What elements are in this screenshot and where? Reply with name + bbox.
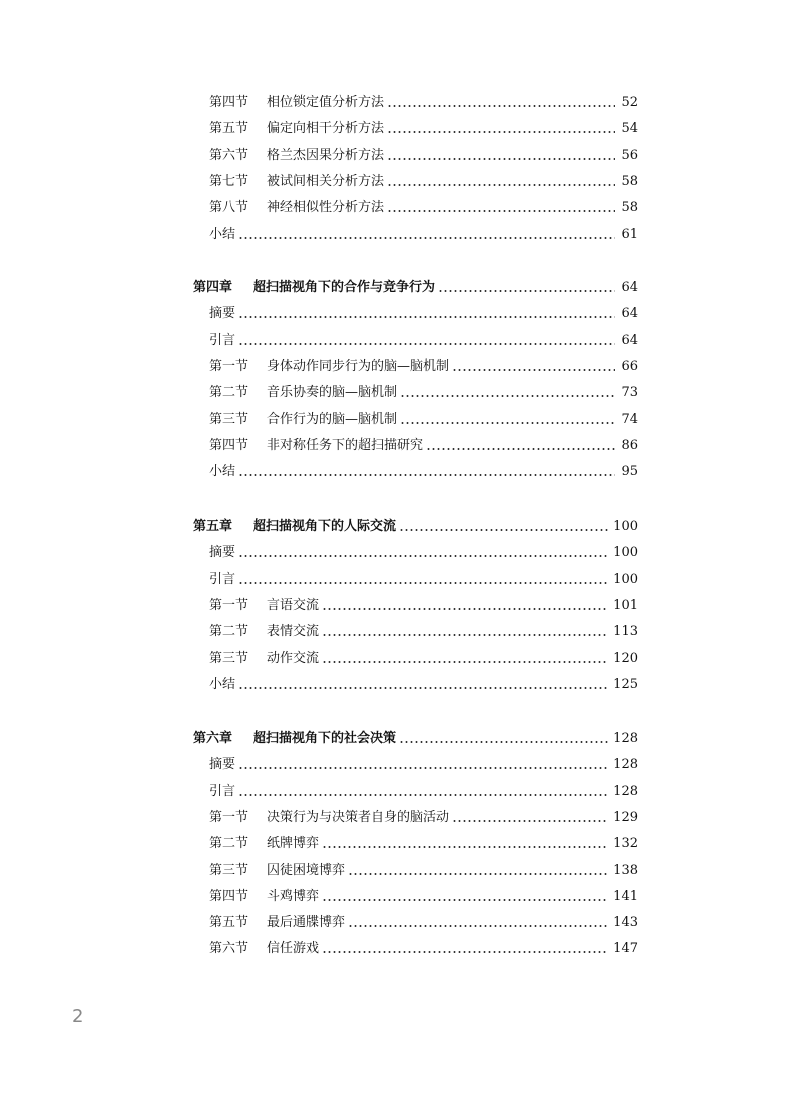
toc-entry-title: 引言 <box>209 571 236 587</box>
toc-entry-leader-dots <box>387 105 615 107</box>
toc-entry-leader-dots <box>387 131 615 133</box>
toc-entry-page: 100 <box>613 545 638 561</box>
toc-entry-page: 58 <box>621 173 638 189</box>
toc-entry-page: 61 <box>621 226 638 242</box>
toc-entry <box>209 118 638 140</box>
toc-entry-page: 141 <box>613 888 638 904</box>
toc-entry-leader-dots <box>322 951 608 953</box>
toc-entry-title: 言语交流 <box>267 597 320 613</box>
chapter-heading-leader-dots <box>399 529 608 531</box>
toc-entry-title: 身体动作同步行为的脑—脑机制 <box>267 358 450 374</box>
toc-entry-page: 58 <box>621 200 638 216</box>
toc-entry-title: 被试间相关分析方法 <box>267 173 385 189</box>
chapter-heading <box>193 516 638 538</box>
toc-entry-title: 纸牌博弈 <box>267 836 320 852</box>
chapter-heading-number: 第四章 <box>193 280 233 295</box>
toc-entry-title: 引言 <box>209 332 236 348</box>
toc-entry-page: 125 <box>613 676 638 692</box>
toc-entry-page: 64 <box>621 306 638 322</box>
toc-entry-leader-dots <box>238 794 608 796</box>
toc-entry-leader-dots <box>400 422 615 424</box>
chapter-heading-page: 128 <box>613 731 638 746</box>
chapter-heading <box>193 277 638 299</box>
toc-entry-leader-dots <box>452 820 608 822</box>
toc-entry-number: 第二节 <box>209 836 249 852</box>
toc-entry-title: 音乐协奏的脑—脑机制 <box>267 385 398 401</box>
toc-entry-number: 第一节 <box>209 358 249 374</box>
toc-entry-leader-dots <box>238 687 608 689</box>
toc-entry-page: 56 <box>621 147 638 163</box>
toc-entry-title: 格兰杰因果分析方法 <box>267 147 385 163</box>
toc-entry-leader-dots <box>322 608 608 610</box>
toc-entry-page: 129 <box>613 809 638 825</box>
toc-entry-leader-dots <box>387 158 615 160</box>
toc-entry <box>209 595 638 617</box>
toc-entry <box>209 409 638 431</box>
toc-entry-title: 表情交流 <box>267 624 320 640</box>
toc-entry-number: 第一节 <box>209 809 249 825</box>
toc-entry-leader-dots <box>322 634 608 636</box>
toc-entry-page: 143 <box>613 915 638 931</box>
toc-entry-number: 第四节 <box>209 437 249 453</box>
toc-entry <box>209 860 638 882</box>
toc-entry-leader-dots <box>348 873 608 875</box>
toc-entry <box>209 754 638 776</box>
toc-entry-title: 决策行为与决策者自身的脑活动 <box>267 809 450 825</box>
toc-entry-page: 52 <box>621 95 638 110</box>
toc-entry <box>209 886 638 908</box>
toc-entry-number: 第二节 <box>209 624 249 640</box>
toc-entry <box>209 197 638 219</box>
toc-entry-leader-dots <box>238 555 608 557</box>
toc-entry <box>209 356 638 378</box>
toc-entry-number: 第五节 <box>209 915 249 931</box>
toc-entry-title: 信任游戏 <box>267 941 320 957</box>
toc-entry-number: 第六节 <box>209 147 249 163</box>
toc-entry-title: 合作行为的脑—脑机制 <box>267 411 398 427</box>
toc-entry-page: 74 <box>621 411 638 427</box>
toc-entry <box>209 621 638 643</box>
toc-entry-title: 偏定向相干分析方法 <box>267 121 385 137</box>
toc-entry <box>209 833 638 855</box>
toc-entry-leader-dots <box>238 343 615 345</box>
toc-entry-title: 小结 <box>209 676 236 692</box>
toc-entry-number: 第四节 <box>209 888 249 904</box>
toc-entry-title: 非对称任务下的超扫描研究 <box>267 437 424 453</box>
toc-entry-leader-dots <box>322 661 608 663</box>
toc-entry-leader-dots <box>238 474 615 476</box>
toc-entry-leader-dots <box>452 369 615 371</box>
chapter-heading-leader-dots <box>438 290 615 292</box>
toc-entry-leader-dots <box>238 582 608 584</box>
toc-entry <box>209 330 638 352</box>
toc-entry-number: 第四节 <box>209 95 249 110</box>
chapter-heading-page: 100 <box>613 519 638 534</box>
toc-entry <box>209 461 638 483</box>
toc-entry-number: 第二节 <box>209 385 249 401</box>
toc-entry-title: 神经相似性分析方法 <box>267 200 385 216</box>
toc-entry-page: 100 <box>613 571 638 587</box>
toc-entry-title: 斗鸡博弈 <box>267 888 320 904</box>
toc-entry-page: 128 <box>613 783 638 799</box>
toc-entry <box>209 648 638 670</box>
toc-entry-number: 第七节 <box>209 173 249 189</box>
chapter-heading-title: 超扫描视角下的社会决策 <box>253 731 397 746</box>
toc-entry <box>209 542 638 564</box>
toc-entry-title: 囚徒困境博弈 <box>267 862 346 878</box>
toc-entry <box>209 303 638 325</box>
toc-entry-page: 113 <box>613 624 638 640</box>
chapter-heading-number: 第六章 <box>193 731 233 746</box>
toc-entry <box>209 569 638 591</box>
toc-entry-page: 95 <box>621 464 638 480</box>
toc-entry <box>209 938 638 960</box>
toc-entry-number: 第一节 <box>209 597 249 613</box>
toc-entry <box>209 674 638 696</box>
toc-entry <box>209 781 638 803</box>
toc-entry <box>209 435 638 457</box>
toc-entry-leader-dots <box>322 899 608 901</box>
toc-entry-leader-dots <box>238 237 615 239</box>
toc-entry <box>209 171 638 193</box>
toc-entry-number: 第三节 <box>209 411 249 427</box>
chapter-heading-leader-dots <box>399 741 608 743</box>
toc-entry-title: 相位锁定值分析方法 <box>267 95 385 110</box>
toc-entry-leader-dots <box>387 210 615 212</box>
chapter-heading <box>193 728 638 750</box>
toc-entry-leader-dots <box>238 316 615 318</box>
toc-entry-leader-dots <box>426 448 615 450</box>
toc-entry-title: 摘要 <box>209 306 236 322</box>
chapter-heading-page: 64 <box>621 280 638 295</box>
toc-entry-page: 66 <box>621 358 638 374</box>
toc-entry-page: 138 <box>613 862 638 878</box>
toc-entry-title: 动作交流 <box>267 650 320 666</box>
toc-entry-leader-dots <box>387 184 615 186</box>
toc-entry-title: 最后通牒博弈 <box>267 915 346 931</box>
toc-entry-title: 摘要 <box>209 545 236 561</box>
toc-entry-title: 摘要 <box>209 757 236 773</box>
toc-entry-page: 128 <box>613 757 638 773</box>
toc-entry-title: 小结 <box>209 464 236 480</box>
toc-entry-page: 54 <box>621 121 638 137</box>
chapter-heading-number: 第五章 <box>193 519 233 534</box>
toc-entry-page: 73 <box>621 385 638 401</box>
toc-entry-page: 120 <box>613 650 638 666</box>
toc-entry-number: 第三节 <box>209 650 249 666</box>
toc-entry-number: 第五节 <box>209 121 249 137</box>
chapter-heading-title: 超扫描视角下的人际交流 <box>253 519 397 534</box>
toc-entry <box>209 807 638 829</box>
toc-entry-leader-dots <box>238 767 608 769</box>
toc-entry-number: 第六节 <box>209 941 249 957</box>
chapter-heading-title: 超扫描视角下的合作与竞争行为 <box>253 280 436 295</box>
toc-entry-leader-dots <box>322 846 608 848</box>
toc-entry-leader-dots <box>348 925 608 927</box>
toc-entry-title: 小结 <box>209 226 236 242</box>
toc-entry-leader-dots <box>400 395 615 397</box>
page-number: 2 <box>72 1006 84 1027</box>
toc-entry-page: 101 <box>613 597 638 613</box>
toc-entry <box>209 912 638 934</box>
toc-entry-page: 64 <box>621 332 638 348</box>
toc-entry <box>209 92 638 114</box>
toc-entry-title: 引言 <box>209 783 236 799</box>
toc-entry <box>209 382 638 404</box>
toc-entry <box>209 224 638 246</box>
toc-entry-number: 第八节 <box>209 200 249 216</box>
toc-entry-page: 132 <box>613 836 638 852</box>
toc-entry-number: 第三节 <box>209 862 249 878</box>
toc-entry-page: 86 <box>621 437 638 453</box>
toc-entry-page: 147 <box>613 941 638 957</box>
toc-entry <box>209 145 638 167</box>
